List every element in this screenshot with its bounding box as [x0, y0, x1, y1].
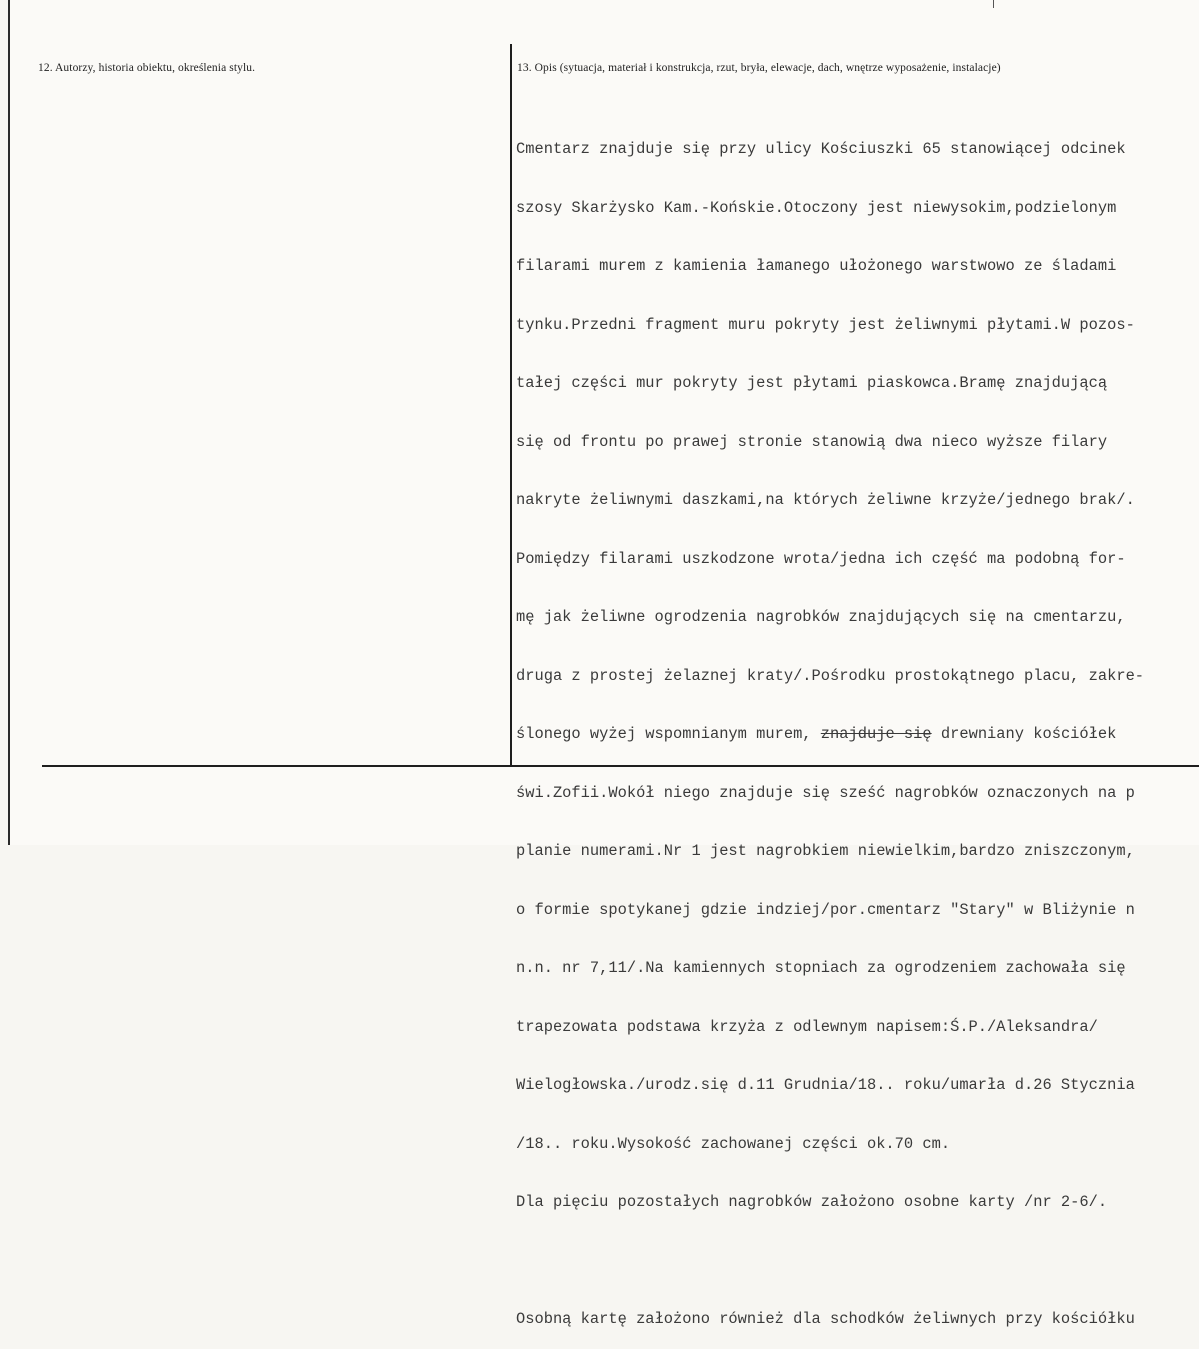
text-line: Cmentarz znajduje się przy ulicy Kościuszki 65 stanowiącej odcinek	[516, 140, 1126, 158]
text-line: mę jak żeliwne ogrodzenia nagrobków znajdujących się na cmentarzu,	[516, 608, 1126, 626]
text-segment: drewniany kościółek	[931, 725, 1117, 743]
text-segment: ślonego wyżej wspomnianym murem,	[516, 725, 821, 743]
vertical-divider	[510, 44, 512, 766]
text-line: Dla pięciu pozostałych nagrobków założono osobne karty /nr 2-6/.	[516, 1193, 1108, 1211]
struck-text: znajduje się	[820, 725, 932, 743]
text-line: trapezowata podstawa krzyża z odlewnym napisem:Ś.P./Aleksandra/	[516, 1017, 1098, 1036]
text-line: świ.Zofii.Wokół niego znajduje się sześć nagrobków oznaczonych na p	[516, 783, 1135, 802]
text-line: n.n. nr 7,11/.Na kamiennych stopniach za ogrodzeniem zachowała się	[516, 959, 1126, 977]
section-12-header: 12. Autorzy, historia obiektu, określenia stylu.	[38, 62, 256, 74]
text-line: /18.. roku.Wysokość zachowanej części ok.70 cm.	[516, 1134, 951, 1153]
description-text	[516, 101, 1196, 1349]
text-line: Pomiędzy filarami uszkodzone wrota/jedna ich część ma podobną for-	[516, 549, 1126, 568]
text-line: się od frontu po prawej stronie stanowią dwa nieco wyższe filary	[516, 432, 1108, 451]
text-line: Wielogłowska./urodz.się d.11 Grudnia/18.. roku/umarła d.26 Stycznia	[516, 1076, 1135, 1094]
edge-mark	[993, 0, 994, 8]
text-line: szosy Skarżysko Kam.-Końskie.Otoczony jest niewysokim,podzielonym	[516, 198, 1117, 217]
text-line: nakryte żeliwnymi daszkami,na których żeliwne krzyże/jednego brak/.	[516, 491, 1135, 509]
text-line-with-strikethrough	[516, 725, 1196, 745]
text-line: tałej części mur pokryty jest płytami piaskowca.Bramę znajdującą	[516, 374, 1108, 392]
text-line: planie numerami.Nr 1 jest nagrobkiem niewielkim,bardzo zniszczonym,	[516, 842, 1135, 860]
text-line: filarami murem z kamienia łamanego ułożonego warstwowo ze śladami	[516, 257, 1117, 275]
text-line: o formie spotykanej gdzie indziej/por.cmentarz "Stary" w Bliżynie n	[516, 900, 1135, 919]
text-line: druga z prostej żelaznej kraty/.Pośrodku prostokątnego placu, zakre-	[516, 666, 1145, 685]
text-line: tynku.Przedni fragment muru pokryty jest żeliwnymi płytami.W pozos-	[516, 315, 1135, 334]
closing-line: Osobną kartę założono również dla schodków żeliwnych przy kościółku	[516, 1309, 1135, 1328]
paragraph-gap	[516, 1252, 1196, 1271]
section-13-header: 13. Opis (sytuacja, materiał i konstrukcja, rzut, bryła, elewacje, dach, wnętrze wyposażenie, instalacje)	[517, 62, 1001, 74]
